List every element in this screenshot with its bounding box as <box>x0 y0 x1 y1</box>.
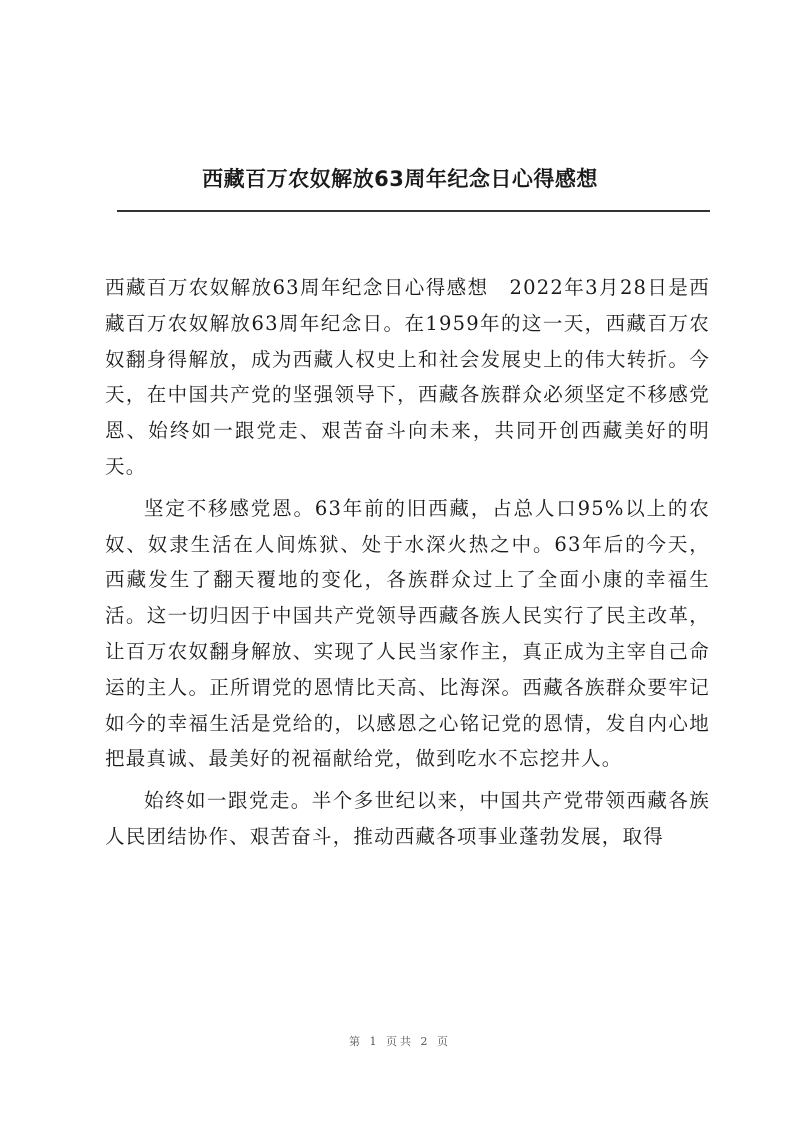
paragraph-intro: 西藏百万农奴解放63周年纪念日心得感想 2022年3月28日是西藏百万农奴解放63周年纪念日。在1959年的这一天，西藏百万农奴翻身得解放，成为西藏人权史上和社会发展史上的伟大转折。今天，在中国共产党的坚强领导下，西藏各族群众必须坚定不移感党恩、始终如一跟党走、艰苦奋斗向未来，共同开创西藏美好的明天。 <box>105 276 710 478</box>
page-number-footer: 第 1 页共 2 页 <box>349 1035 451 1048</box>
document-body <box>105 270 710 861</box>
paragraph-follow-party: 始终如一跟党走。半个多世纪以来，中国共产党带领西藏各族人民团结协作、艰苦奋斗，推动西藏各项事业蓬勃发展，取得 <box>105 789 710 848</box>
paragraph-gratitude: 坚定不移感党恩。63年前的旧西藏，占总人口95%以上的农奴、奴隶生活在人间炼狱、处于水深火热之中。63年后的今天，西藏发生了翻天覆地的变化，各族群众过上了全面小康的幸福生活。这一切归因于中国共产党领导西藏各族人民实行了民主改革，让百万农奴翻身解放、实现了人民当家作主，真正成为主宰自己命运的主人。正所谓党的恩情比天高、比海深。西藏各族群众要牢记如今的幸福生活是党给的，以感恩之心铭记党的恩情，发自内心地把最真诚、最美好的祝福献给党，做到吃水不忘挖井人。 <box>105 496 710 771</box>
document-title: 西藏百万农奴解放63周年纪念日心得感想 <box>202 167 598 191</box>
title-divider <box>117 210 710 212</box>
